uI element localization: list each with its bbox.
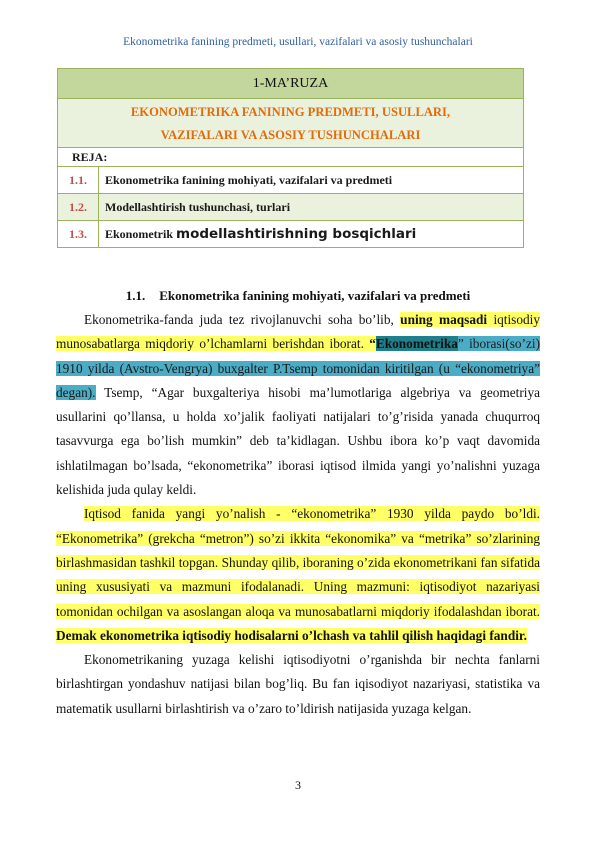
paragraph: Ekonometrikaning yuzaga kelishi iqtisodiyotni o’rganishda bir nechta fanlarni birlashtirgan yondashuv natijasi bilan bog’liq. Bu fan iqisodiyot nazariyasi, statistika va matematik usullarni birlashtirish va o’zaro to’ldirish natijasida yuzaga kelgan. [56,652,540,716]
highlighted-text: Iqtisod fanida yangi yo’nalish - “ekonometrika” 1930 yilda paydo bo’ldi. “Ekonometrika” (grekcha “metron”) so’zi ikkita “ekonomika” va “metrika” so’zlarining birlashmasidan tashkil topgan. Shunday qilib, iboraning o’zida ekonometrikani fan sifatida uning xususiyati va mazmuni ifodalanadi. Uning mazmuni: iqtisodiyot nazariyasi tomonidan ochilgan va asoslangan aloqa va munosabatlarni miqdoriy ifodalashdan iborat. [56,506,540,619]
plan-item-label [99,221,524,248]
lecture-plan-table [57,68,524,248]
highlighted-text: ” iborasi(so’zi) 1910 yilda (Avstro-Vengrya) buxgalter P.Tsemp tomonidan kiritilgan (u “ekonometriya” degan). [56,336,540,400]
plan-item-number: 1.2. [58,194,99,221]
lecture-number: 1-MA’RUZA [58,69,524,99]
paragraph [56,502,540,648]
lecture-title-line-1: EKONOMETRIKA FANINING PREDMETI, USULLARI, [130,105,451,119]
plan-item-label-part: modellashtirishning bosqichlari [176,226,417,242]
paragraph [56,308,540,502]
plan-item-label: Ekonometrika fanining mohiyati, vazifalari va predmeti [99,167,524,194]
section-title: Ekonometrika fanining mohiyati, vazifalari va predmeti [159,288,471,303]
plan-label: REJA: [58,148,524,167]
body-text [56,308,540,721]
highlighted-text: uning maqsadi [400,312,488,327]
lecture-title-line-2: VAZIFALARI VA ASOSIY TUSHUNCHALARI [160,128,421,142]
highlighted-text: iqtisodiy munosabatlarga miqdoriy o’lchamlarni berishdan iborat. [56,312,540,352]
plan-item-number: 1.1. [58,167,99,194]
text-run: Ekonometrika-fanda juda tez rivojlanuvchi soha bo’lib, [84,312,394,327]
text-run: Tsemp, “Agar buxgalteriya hisobi ma’lumotlariga algebriya va geometriya usullarini qo’llansa, u holda xo’jalik faoliyati natijalari to’g’risida yanada chuqurroq tasavvurga ega bo’lish mumkin” deb ta’kidlagan. Ushbu ibora ko’p vaqt davomida ishlatilmagan bo’lsada, “ekonometrika” iborasi iqtisod ilmida yangi yo’nalishni yuzaga kelishida juda qulay keldi. [56,384,540,498]
section-number: 1.1. [125,288,146,303]
plan-item-number: 1.3. [58,221,99,248]
lecture-title [58,99,524,148]
plan-item-label: Modellashtirish tushunchasi, turlari [99,194,524,221]
highlighted-text: “ [369,336,376,352]
section-heading [0,288,596,304]
plan-item-label-part: Ekonometrik [105,227,174,241]
running-header: Ekonometrika fanining predmeti, usullari, vazifalari va asosiy tushunchalari [123,36,473,48]
highlighted-text: Demak ekonometrika iqtisodiy hodisalarni o’lchash va tahlil qilish haqidagi fandir. [56,627,527,643]
highlighted-text: Ekonometrika [375,336,458,352]
page-number: 3 [295,778,301,792]
